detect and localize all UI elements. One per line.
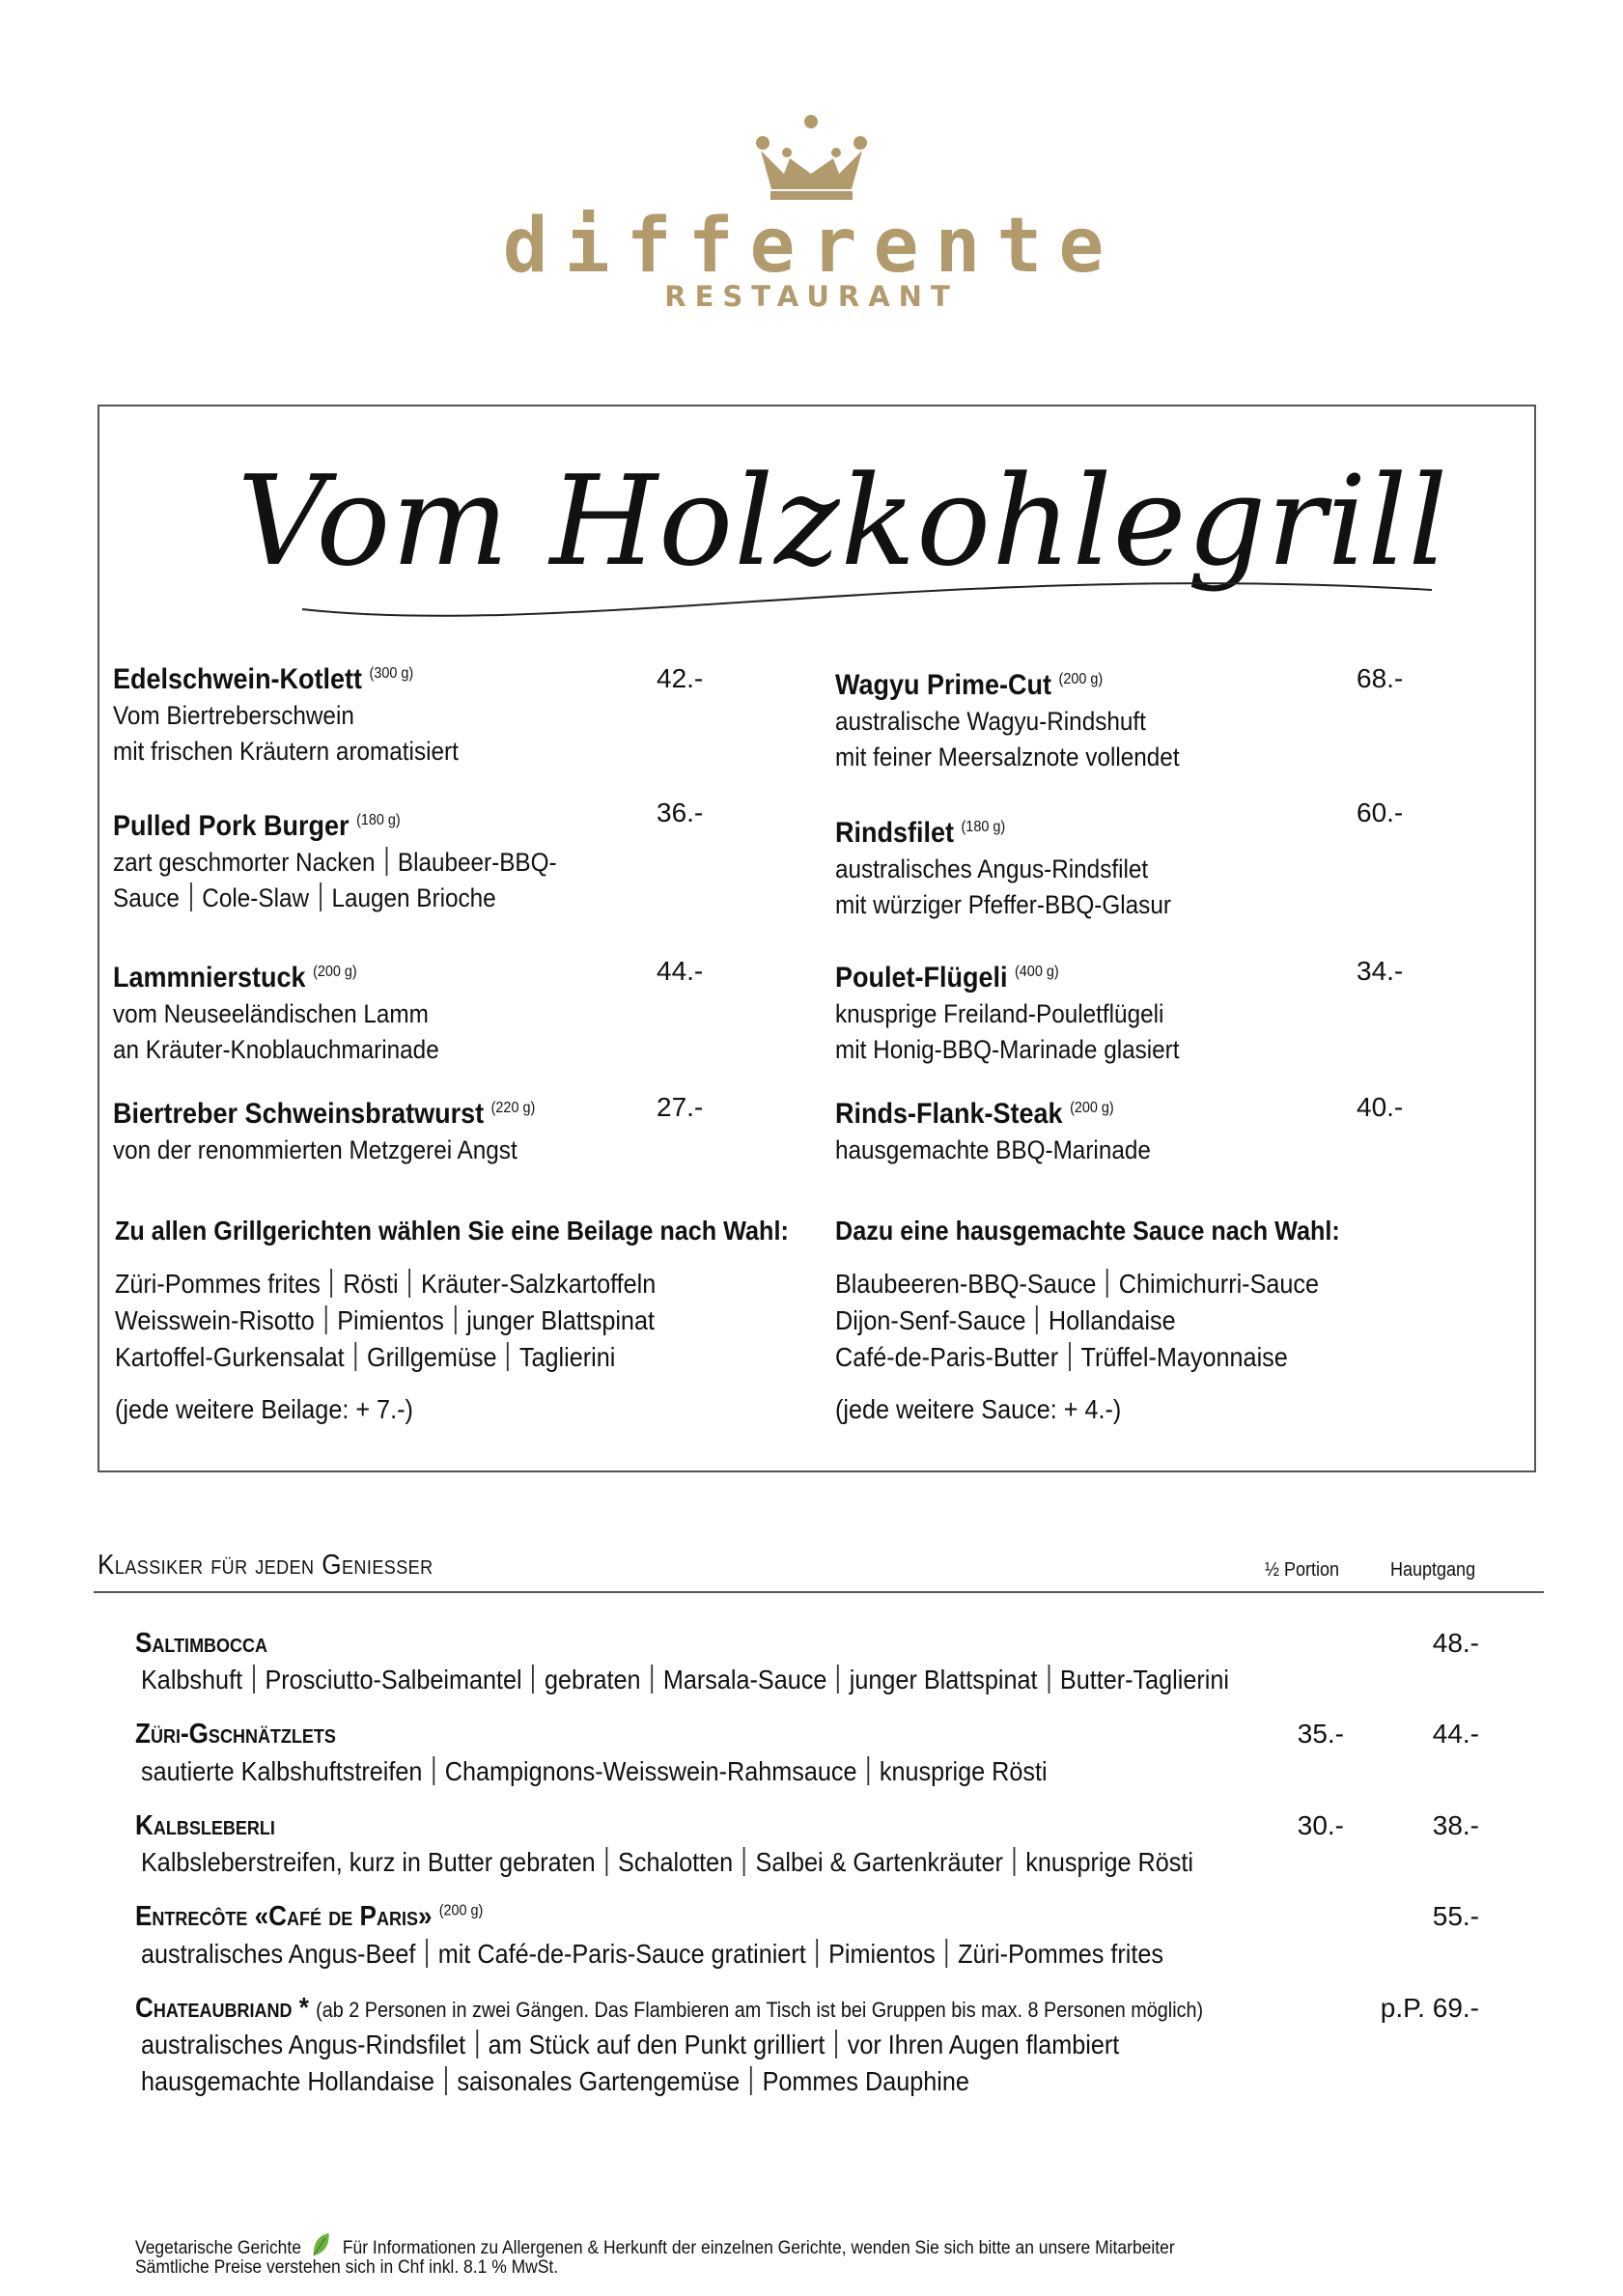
dish-name: Edelschwein-Kotlett [113, 663, 363, 695]
dish-price-half: 30.- [1297, 1810, 1344, 1840]
dish-description: australische Wagyu-Rindshuft [835, 707, 1146, 736]
leaf-icon [311, 2232, 330, 2257]
crown-icon [751, 114, 872, 201]
sauces-row [835, 1342, 1288, 1373]
dish-weight: (180 g) [961, 819, 1006, 835]
dish-name: Entrecôte «Café de Paris» $^{(200 g)}$ [135, 1901, 484, 1932]
separator [385, 847, 387, 876]
dish-name: Rindsfilet [835, 817, 955, 849]
sauce-option: Trüffel-Mayonnaise [1080, 1342, 1288, 1372]
sauces-row [835, 1305, 1176, 1336]
sauce-option: Chimichurri-Sauce [1118, 1269, 1320, 1299]
dish-component: Sauce [113, 883, 180, 912]
dish-weight: (300 g) [369, 665, 414, 682]
dish-name: Rinds-Flank-Steak [835, 1098, 1063, 1130]
sauces-title: Dazu eine hausgemachte Sauce nach Wahl: [835, 1216, 1340, 1246]
separator [455, 1305, 457, 1334]
column-header-main-course: Hauptgang [1390, 1559, 1476, 1581]
dish-price-main: p.P. 69.- [1380, 1993, 1479, 2023]
separator [507, 1342, 509, 1371]
dish-price: 60.- [1357, 798, 1404, 827]
dish-price: 34.- [1357, 956, 1404, 986]
side-option: Kartoffel-Gurkensalat [115, 1342, 345, 1372]
sides-row [115, 1305, 655, 1336]
allergen-note: Für Informationen zu Allergenen & Herkunft der einzelnen Gerichte, wenden Sie sich bitte an unsere Mitarbeiter [342, 2238, 1175, 2258]
dish-weight: (400 g) [1015, 964, 1059, 980]
divider [94, 1591, 1544, 1593]
price-note: Sämtliche Preise verstehen sich in Chf inkl. 8.1 % MwSt. [135, 2257, 559, 2278]
brand-subtitle: RESTAURANT [664, 280, 959, 313]
dish-price-main: 44.- [1432, 1719, 1479, 1749]
side-option: Weisswein-Risotto [115, 1305, 315, 1335]
dish-description: an Kräuter-Knoblauchmarinade [113, 1035, 439, 1064]
dish-weight: (200 g) [1058, 671, 1104, 687]
column-header-half-portion: ½ Portion [1265, 1559, 1340, 1581]
dish-description: vom Neuseeländischen Lamm [113, 999, 429, 1028]
section-heading: Klassiker für jeden Geniesser [98, 1550, 434, 1581]
sauce-option: Hollandaise [1048, 1305, 1176, 1335]
brand-name: differente [502, 203, 1121, 290]
dish-description: knusprige Freiland-Pouletflügeli [835, 999, 1164, 1028]
dish-description: Vom Biertreberschwein [113, 701, 354, 730]
dish-name: Saltimbocca [135, 1628, 268, 1659]
dish-description: mit frischen Kräutern aromatisiert [113, 737, 459, 766]
sauce-option: Café-de-Paris-Butter [835, 1342, 1059, 1372]
dish-price: 68.- [1357, 663, 1404, 693]
separator [1069, 1342, 1071, 1371]
dish-description: hausgemachte BBQ-Marinade [835, 1135, 1151, 1164]
dish-name: Züri-Gschnätzlets [135, 1719, 336, 1750]
dish-component: zart geschmorter Nacken [113, 848, 376, 877]
dish-description: Kalbsleberstreifen, kurz in Butter gebraten Schalotten Salbei & Gartenkräuter knusprige Rösti [141, 1847, 1193, 1877]
dish-description: mit würziger Pfeffer-BBQ-Glasur [835, 890, 1171, 919]
dish-name: Kalbsleberli [135, 1810, 275, 1841]
dish-description: hausgemachte Hollandaise saisonales Gartengemüse Pommes Dauphine [141, 2066, 969, 2096]
separator [408, 1269, 410, 1298]
dish-price: 40.- [1357, 1092, 1404, 1122]
dish-description: mit Honig-BBQ-Marinade glasiert [835, 1035, 1180, 1064]
dish-name: Biertreber Schweinsbratwurst [113, 1098, 485, 1130]
sauces-row [835, 1269, 1319, 1300]
side-option: Kräuter-Salzkartoffeln [421, 1269, 657, 1299]
dish-name: Poulet-Flügeli [835, 962, 1008, 994]
vegetarian-label: Vegetarische Gerichte [135, 2238, 301, 2258]
dish-name: Wagyu Prime-Cut [835, 669, 1052, 701]
dish-component: Cole-Slaw [202, 883, 310, 912]
dish-price-main: 48.- [1432, 1628, 1479, 1658]
dish-name: Chateaubriand * (ab 2 Personen in zwei Gängen. Das Flambieren am Tisch ist bei Gruppen bis max. 8 Personen möglich) [135, 1993, 1204, 2024]
separator [325, 1305, 327, 1334]
footer-line-1 [135, 2232, 1175, 2259]
grill-item [835, 809, 1511, 923]
dish-price: 42.- [657, 663, 704, 693]
title-flourish [273, 571, 1480, 629]
side-option: Züri-Pommes frites [115, 1269, 321, 1299]
separator [354, 1342, 356, 1371]
dish-price-main: 38.- [1432, 1810, 1479, 1840]
side-option: junger Blattspinat [466, 1305, 655, 1335]
dish-price-half: 35.- [1297, 1719, 1344, 1749]
dish-weight: (200 g) [1070, 1100, 1114, 1116]
separator [1036, 1305, 1038, 1334]
sides-extra: (jede weitere Beilage: + 7.-) [115, 1394, 413, 1424]
dish-price-main: 55.- [1432, 1901, 1479, 1931]
dish-name: Pulled Pork Burger [113, 810, 350, 842]
dish-price: 44.- [657, 956, 704, 986]
side-option: Grillgemüse [367, 1342, 497, 1372]
grill-menu-box [98, 405, 1536, 1472]
dish-component: Blaubeer-BBQ- [397, 848, 557, 877]
separator [190, 882, 192, 911]
separator [320, 882, 322, 911]
dish-weight: (180 g) [356, 812, 401, 828]
sauce-option: Dijon-Senf-Sauce [835, 1305, 1026, 1335]
restaurant-logo [0, 106, 1623, 319]
dish-description: australisches Angus-Beef mit Café-de-Paris-Sauce gratiniert Pimientos Züri-Pommes frites [141, 1939, 1163, 1969]
separator [1106, 1269, 1108, 1298]
dish-description: mit feiner Meersalznote vollendet [835, 742, 1180, 771]
dish-price: 27.- [657, 1092, 704, 1122]
grill-item [835, 661, 1511, 775]
sides-row [115, 1342, 615, 1373]
dish-description: sautierte Kalbshuftstreifen Champignons-Weisswein-Rahmsauce knusprige Rösti [141, 1756, 1048, 1786]
dish-name: Lammnierstuck [113, 962, 306, 994]
dish-weight: (200 g) [313, 964, 357, 980]
dish-description: australisches Angus-Rindsfilet am Stück auf den Punkt grilliert vor Ihren Augen flambiert [141, 2030, 1120, 2059]
dish-description: Kalbshuft Prosciutto-Salbeimantel gebraten Marsala-Sauce junger Blattspinat Butter-Taglierini [141, 1665, 1229, 1694]
sides-row [115, 1269, 656, 1300]
side-option: Taglierini [518, 1342, 616, 1372]
grill-item [835, 954, 1511, 1068]
dish-weight: (220 g) [490, 1100, 536, 1116]
side-option: Rösti [343, 1269, 399, 1299]
grill-item [835, 1090, 1511, 1168]
grill-title: Vom Holzkohlegrill [237, 450, 1449, 594]
dish-component: Laugen Brioche [331, 883, 496, 912]
dish-description: von der renommierten Metzgerei Angst [113, 1135, 518, 1164]
side-option: Pimientos [337, 1305, 444, 1335]
dish-price: 36.- [657, 798, 704, 827]
sides-title: Zu allen Grillgerichten wählen Sie eine Beilage nach Wahl: [115, 1216, 789, 1246]
dish-description: australisches Angus-Rindsfilet [835, 854, 1149, 883]
sauce-option: Blaubeeren-BBQ-Sauce [835, 1269, 1097, 1299]
separator [331, 1269, 333, 1298]
sauces-extra: (jede weitere Sauce: + 4.-) [835, 1394, 1122, 1424]
